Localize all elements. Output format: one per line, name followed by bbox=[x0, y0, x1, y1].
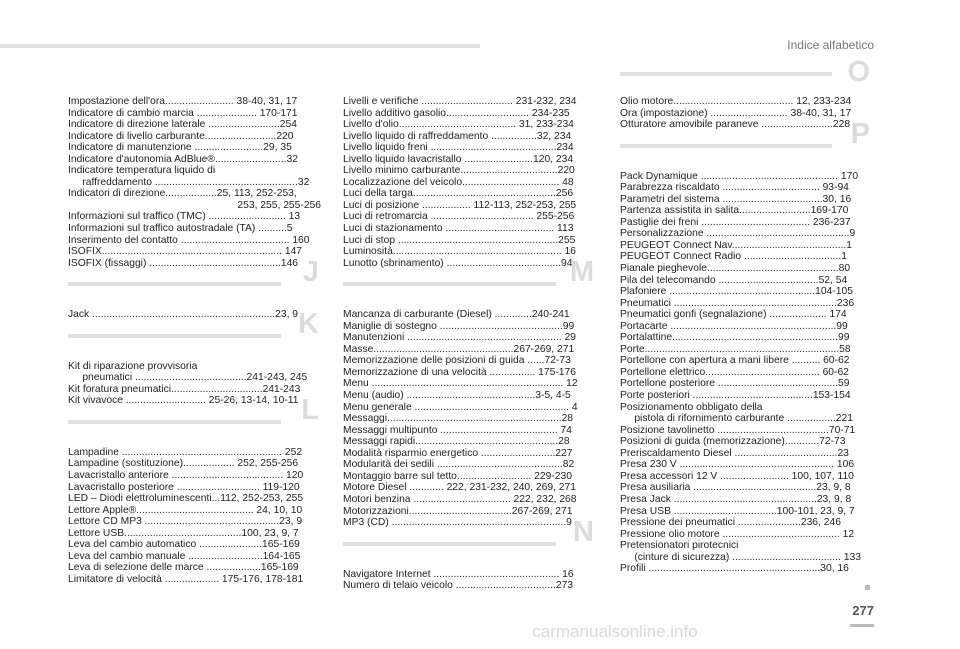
index-entry bbox=[620, 96, 872, 108]
section-letter: P bbox=[850, 117, 870, 150]
index-entry-text: Menu (audio) .............................................3-5, 4-5 bbox=[343, 390, 571, 402]
index-entry-text: Luci di posizione ................. 112-113, 252-253, 255 bbox=[343, 199, 577, 211]
index-entry-text: Portellone elettrico........................................ 60-62 bbox=[620, 366, 849, 378]
index-entry bbox=[68, 551, 321, 563]
index-entry-text: Informazioni sul traffico (TMC) ........................... 13 bbox=[68, 211, 301, 223]
index-entry-text: Lavacristallo posteriore ............................. 119-120 bbox=[68, 481, 300, 493]
index-entry bbox=[68, 516, 321, 528]
index-entry bbox=[68, 562, 321, 574]
index-column-2 bbox=[343, 96, 596, 592]
index-entry bbox=[68, 211, 321, 223]
index-entry bbox=[620, 194, 872, 206]
index-entry-text: Kit di riparazione provvisoria bbox=[68, 360, 198, 372]
index-entry bbox=[620, 517, 872, 529]
index-entry-text: Memorizzazione delle posizioni di guida ......72-73 bbox=[343, 355, 571, 367]
index-entry-text: Pianale pieghevole..............................................80 bbox=[620, 263, 851, 275]
section-letter: N bbox=[573, 515, 594, 548]
index-entry bbox=[343, 580, 596, 592]
index-entry-text: Inserimento del contatto ...................................... 160 bbox=[68, 234, 310, 246]
index-entry-text: Portacarte ..........................................................99 bbox=[620, 320, 848, 332]
index-entry-text: Lavacristallo anteriore ....................................... 120 bbox=[68, 470, 304, 482]
index-entry bbox=[343, 165, 596, 177]
index-entry bbox=[343, 211, 596, 223]
index-entry bbox=[68, 361, 321, 373]
index-entry-text: Montaggio barre sul tetto.......................... 229-230 bbox=[343, 470, 572, 482]
index-entry-text: Lampadine (sostituzione).................. 252, 255-256 bbox=[68, 458, 299, 470]
page-marker bbox=[865, 585, 870, 590]
index-entry bbox=[343, 108, 596, 120]
index-entry bbox=[620, 494, 872, 506]
index-entry bbox=[68, 447, 321, 459]
index-entry bbox=[620, 540, 872, 552]
index-entry-text: Livello minimo carburante..................................220 bbox=[343, 165, 575, 177]
index-entry-text: pistola di rifornimento carburante .................221 bbox=[620, 413, 853, 425]
index-entry bbox=[343, 154, 596, 166]
index-entry-text: Lampadine ........................................................ 252 bbox=[68, 446, 303, 458]
index-entry bbox=[620, 529, 872, 541]
index-entry bbox=[343, 142, 596, 154]
index-entry bbox=[620, 552, 872, 564]
index-entry-text: Livello liquido freni ............................................234 bbox=[343, 142, 574, 154]
index-entry-text: Pila del telecomando ...................................52, 54 bbox=[620, 274, 848, 286]
index-entry-text: Luci di stazionamento ...................................... 113 bbox=[343, 223, 574, 235]
index-entry-text: Messaggi multipunto ......................................... 74 bbox=[343, 424, 572, 436]
index-entry bbox=[343, 378, 596, 390]
index-entry bbox=[68, 200, 321, 212]
index-entry bbox=[68, 258, 321, 270]
index-entry-text: Posizionamento obbligato della bbox=[620, 401, 763, 413]
section-divider bbox=[68, 420, 281, 424]
index-entry-text: Navigatore Internet ............................................ 16 bbox=[343, 568, 574, 580]
index-entry bbox=[343, 235, 596, 247]
index-entry-text: Presa Jack ..................................................23, 9, 8 bbox=[620, 493, 852, 505]
index-entry bbox=[343, 569, 596, 581]
index-entry-text: Posizioni di guida (memorizzazione)............72-73 bbox=[620, 436, 846, 448]
index-entry bbox=[620, 482, 872, 494]
index-entry-text: Ora (impostazione) ........................... 38-40, 31, 17 bbox=[620, 107, 852, 119]
index-entry-text: Luci di stop ........................................................255 bbox=[343, 234, 576, 246]
index-entry bbox=[343, 390, 596, 402]
index-entry bbox=[620, 240, 872, 252]
index-entry-text: Manutenzioni ...................................................... 29 bbox=[343, 332, 576, 344]
index-entry bbox=[68, 246, 321, 258]
index-entry-text: Kit foratura pneumatici................................241-243 bbox=[68, 383, 301, 395]
index-entry-text: Limitatore di velocità ................... 175-176, 178-181 bbox=[68, 573, 304, 585]
section-divider bbox=[68, 334, 281, 338]
index-entry-text: Menu generale ...................................................... 4 bbox=[343, 401, 578, 413]
index-entry bbox=[620, 217, 872, 229]
index-entry-text: ISOFIX (fissaggi) ..............................................146 bbox=[68, 257, 299, 269]
index-entry-text: 253, 255, 255-256 bbox=[237, 199, 321, 211]
section-letter: K bbox=[298, 307, 319, 340]
index-entry bbox=[343, 200, 596, 212]
index-entry bbox=[620, 413, 872, 425]
index-entry-text: (cinture di sicurezza) ...................................... 133 bbox=[620, 551, 861, 563]
index-entry-text: Pressione olio motore ......................................... 12 bbox=[620, 528, 855, 540]
index-entry-text: Motorizzazioni....................................267-269, 271 bbox=[343, 505, 573, 517]
index-entry bbox=[343, 177, 596, 189]
index-entry bbox=[68, 223, 321, 235]
index-entry-text: Pastiglie dei freni ...................................... 236-237 bbox=[620, 216, 851, 228]
index-entry bbox=[68, 395, 321, 407]
index-entry-text: Leva del cambio manuale ..........................164-165 bbox=[68, 550, 301, 562]
index-entry-text: Livello liquido lavacristallo ........................120, 234 bbox=[343, 153, 574, 165]
section-divider bbox=[343, 282, 556, 286]
index-entry-text: PEUGEOT Connect Nav........................................1 bbox=[620, 239, 852, 251]
section-letter: J bbox=[302, 256, 319, 289]
index-entry-text: Pretensionatori pirotecnici bbox=[620, 540, 739, 552]
index-entry bbox=[343, 436, 596, 448]
index-entry-text: Numero di telaio veicolo ...................................273 bbox=[343, 580, 574, 592]
index-entry bbox=[68, 528, 321, 540]
index-entry bbox=[68, 505, 321, 517]
index-entry-text: Parametri del sistema ...................................30, 16 bbox=[620, 193, 852, 205]
index-entry bbox=[620, 309, 872, 321]
index-entry bbox=[620, 355, 872, 367]
index-entry bbox=[620, 459, 872, 471]
index-entry bbox=[620, 367, 872, 379]
index-entry bbox=[620, 119, 872, 131]
header-bar bbox=[0, 44, 480, 48]
index-entry-text: Portellone con apertura a mani libere .......... 60-62 bbox=[620, 355, 850, 367]
index-entry-text: Messaggi rapidi..................................................28 bbox=[343, 436, 570, 448]
index-entry bbox=[343, 471, 596, 483]
index-entry bbox=[68, 482, 321, 494]
index-entry-text: Indicatore di manutenzione ........................29, 35 bbox=[68, 142, 292, 154]
index-entry bbox=[620, 228, 872, 240]
index-entry-text: Presa 230 V ...................................................... 106 bbox=[620, 459, 855, 471]
index-entry-text: Indicatore temperatura liquido di bbox=[68, 165, 216, 177]
index-entry bbox=[343, 448, 596, 460]
index-entry bbox=[343, 425, 596, 437]
index-entry bbox=[343, 131, 596, 143]
index-entry bbox=[343, 413, 596, 425]
index-entry bbox=[68, 574, 321, 586]
index-entry bbox=[620, 263, 872, 275]
index-entry-text: Kit vivavoce ............................ 25-26, 13-14, 10-11 bbox=[68, 395, 299, 407]
index-entry bbox=[620, 402, 872, 414]
index-entry-text: Memorizzazione di una velocità ................ 175-176 bbox=[343, 366, 576, 378]
index-entry-text: Maniglie di sostegno ...........................................99 bbox=[343, 320, 575, 332]
index-entry-text: Modularità dei sedili ............................................82 bbox=[343, 459, 575, 471]
index-entry bbox=[68, 188, 321, 200]
index-entry bbox=[620, 436, 872, 448]
index-entry bbox=[343, 344, 596, 356]
index-entry-text: Modalità risparmio energetico ..........................227 bbox=[343, 447, 573, 459]
index-entry bbox=[68, 235, 321, 247]
index-entry-text: Otturatore amovibile paraneve .........................228 bbox=[620, 119, 851, 131]
section-divider bbox=[343, 542, 556, 546]
index-entry-text: Pressione dei pneumatici ......................236, 246 bbox=[620, 517, 841, 529]
index-entry-text: ISOFIX............................................................... 147 bbox=[68, 246, 303, 258]
index-entry bbox=[620, 425, 872, 437]
index-entry-text: Partenza assistita in salita.........................169-170 bbox=[620, 205, 849, 217]
index-entry bbox=[68, 108, 321, 120]
index-entry-text: Olio motore.......................................... 12, 233-234 bbox=[620, 96, 852, 107]
index-entry bbox=[68, 309, 321, 321]
index-entry-text: Leva del cambio automatico ......................165-169 bbox=[68, 539, 300, 551]
index-entry-text: Leva di selezione delle marce ...................165-169 bbox=[68, 562, 299, 574]
index-entry-text: Indicatore di livello carburante.........................220 bbox=[68, 130, 294, 142]
index-entry-text: Livello liquido di raffreddamento ................32, 234 bbox=[343, 130, 572, 142]
index-entry bbox=[68, 539, 321, 551]
index-entry bbox=[343, 402, 596, 414]
index-entry bbox=[620, 506, 872, 518]
index-entry bbox=[68, 372, 321, 384]
index-entry-text: Luminosità........................................................... 16 bbox=[343, 246, 576, 258]
index-entry bbox=[620, 448, 872, 460]
page-number: 277 bbox=[852, 603, 874, 618]
index-entry-text: Indicatore di cambio marcia ..................... 170-171 bbox=[68, 107, 298, 119]
index-entry bbox=[68, 131, 321, 143]
index-entry bbox=[68, 470, 321, 482]
index-entry-text: Posizione tavolinetto .......................................70-71 bbox=[620, 424, 856, 436]
index-entry-text: Motori benzina .................................. 222, 232, 268 bbox=[343, 493, 577, 505]
index-entry bbox=[68, 96, 321, 108]
index-entry bbox=[343, 223, 596, 235]
index-entry bbox=[620, 344, 872, 356]
index-entry-text: Messaggi.............................................................28 bbox=[343, 413, 574, 425]
index-entry-text: pneumatici .......................................241-243, 245 bbox=[68, 372, 308, 384]
index-entry bbox=[343, 459, 596, 471]
index-entry-text: Pneumatici .........................................................236 bbox=[620, 297, 855, 309]
index-entry-text: Presa accessori 12 V ........................ 100, 107, 110 bbox=[620, 470, 854, 482]
index-entry-text: Indicatore d'autonomia AdBlue®.........................32 bbox=[68, 153, 298, 165]
index-entry bbox=[620, 275, 872, 287]
index-entry-text: Luci di retromarcia .................................... 255-256 bbox=[343, 211, 575, 223]
index-entry-text: Livello d'olio......................................... 31, 233-234 bbox=[343, 119, 574, 131]
index-entry bbox=[620, 298, 872, 310]
index-entry-text: Lettore Apple®......................................... 24, 10, 10 bbox=[68, 504, 303, 516]
index-entry bbox=[68, 493, 321, 505]
section-o-header bbox=[620, 56, 872, 94]
index-entry-text: Impostazione dell'ora........................ 38-40, 31, 17 bbox=[68, 96, 298, 107]
index-entry bbox=[620, 471, 872, 483]
index-entry-text: Lettore USB.........................................100, 23, 9, 7 bbox=[68, 527, 299, 539]
index-entry bbox=[68, 119, 321, 131]
index-entry bbox=[343, 332, 596, 344]
index-entry-text: Portellone posteriore ..........................................59 bbox=[620, 378, 850, 390]
index-entry-text: Masse.................................................267-269, 271 bbox=[343, 343, 575, 355]
index-entry bbox=[343, 309, 596, 321]
index-entry-text: Porte posteriori ..........................................153-154 bbox=[620, 390, 851, 402]
index-entry-text: Presa ausiliaria ...........................................23, 9, 8 bbox=[620, 482, 851, 494]
index-entry bbox=[68, 154, 321, 166]
index-entry bbox=[620, 205, 872, 217]
index-entry-text: Plafoniere ...................................................104-105 bbox=[620, 286, 853, 298]
index-entry-text: Porte....................................................................58 bbox=[620, 343, 851, 355]
section-letter: O bbox=[847, 56, 870, 88]
index-entry-text: Lettore CD MP3 ...............................................23, 9 bbox=[68, 516, 303, 528]
section-divider bbox=[68, 282, 281, 286]
index-entry bbox=[343, 188, 596, 200]
index-entry-text: raffreddamento ..................................................32 bbox=[68, 176, 310, 188]
section-divider bbox=[620, 144, 832, 148]
index-entry bbox=[343, 258, 596, 270]
index-entry bbox=[68, 165, 321, 177]
index-entry-text: Livelli e verifiche ................................ 231-232, 234 bbox=[343, 96, 577, 107]
index-entry bbox=[620, 390, 872, 402]
index-entry-text: Menu ................................................................... 12 bbox=[343, 378, 578, 390]
index-entry bbox=[68, 384, 321, 396]
index-entry-text: Indicatore di direzione laterale .........................254 bbox=[68, 119, 297, 131]
index-entry-text: Luci della targa..................................................256 bbox=[343, 188, 574, 200]
index-entry bbox=[343, 367, 596, 379]
watermark: carmanualsonline.info bbox=[532, 622, 698, 641]
section-letter: M bbox=[569, 256, 594, 289]
index-entry-text: Indicatori di direzione..................25, 113, 252-253, bbox=[68, 188, 297, 200]
index-entry-text: Jack ................................................................23, 9 bbox=[68, 309, 299, 321]
index-entry-text: PEUGEOT Connect Radio ..................................1 bbox=[620, 251, 847, 263]
index-entry bbox=[343, 494, 596, 506]
index-entry-text: Pack Dynamique ................................................ 170 bbox=[620, 170, 859, 182]
index-entry bbox=[343, 96, 596, 108]
index-entry bbox=[343, 119, 596, 131]
index-entry bbox=[620, 378, 872, 390]
index-entry bbox=[620, 332, 872, 344]
index-entry-text: Parabrezza riscaldato .................................. 93-94 bbox=[620, 182, 849, 194]
index-entry-text: Mancanza di carburante (Diesel) .............240-241 bbox=[343, 309, 570, 321]
index-entry bbox=[343, 482, 596, 494]
index-entry-text: Presa USB ....................................100-101, 23, 9, 7 bbox=[620, 505, 855, 517]
index-entry-text: Profili ............................................................30, 16 bbox=[620, 563, 849, 575]
index-entry bbox=[343, 321, 596, 333]
section-letter: L bbox=[301, 393, 319, 426]
index-entry-text: Lunotto (sbrinamento) ........................................94 bbox=[343, 257, 573, 269]
index-entry-text: MP3 (CD) .............................................................9 bbox=[343, 517, 572, 529]
index-entry bbox=[620, 286, 872, 298]
index-entry bbox=[620, 251, 872, 263]
index-entry bbox=[343, 517, 596, 529]
index-entry bbox=[343, 246, 596, 258]
index-entry-text: LED – Diodi elettroluminescenti...112, 252-253, 255 bbox=[68, 493, 304, 505]
index-entry-text: Preriscaldamento Diesel ....................................23 bbox=[620, 447, 849, 459]
index-entry-text: Pneumatici gonfi (segnalazione) .................... 174 bbox=[620, 309, 847, 321]
index-entry bbox=[620, 108, 872, 120]
index-entry bbox=[68, 458, 321, 470]
index-entry-text: Motore Diesel ............ 222, 231-232, 240, 269, 271 bbox=[343, 482, 576, 494]
index-entry-text: Livello additivo gasolio............................. 234-235 bbox=[343, 107, 570, 119]
index-entry-text: Personalizzazione ..................................................9 bbox=[620, 228, 856, 240]
index-entry bbox=[620, 563, 872, 575]
index-column-3 bbox=[620, 96, 872, 575]
index-entry-text: Portalattine..........................................................99 bbox=[620, 332, 850, 344]
index-entry-text: Localizzazione del veicolo.................................. 48 bbox=[343, 176, 574, 188]
index-entry bbox=[343, 506, 596, 518]
index-entry-text: Informazioni sul traffico autostradale (TA) ..........5 bbox=[68, 223, 293, 235]
index-entry bbox=[620, 182, 872, 194]
index-entry bbox=[343, 355, 596, 367]
index-column-1 bbox=[68, 96, 321, 586]
index-entry bbox=[68, 142, 321, 154]
index-entry bbox=[68, 177, 321, 189]
page-title: Indice alfabetico bbox=[787, 38, 874, 52]
index-entry bbox=[620, 321, 872, 333]
index-entry bbox=[620, 171, 872, 183]
